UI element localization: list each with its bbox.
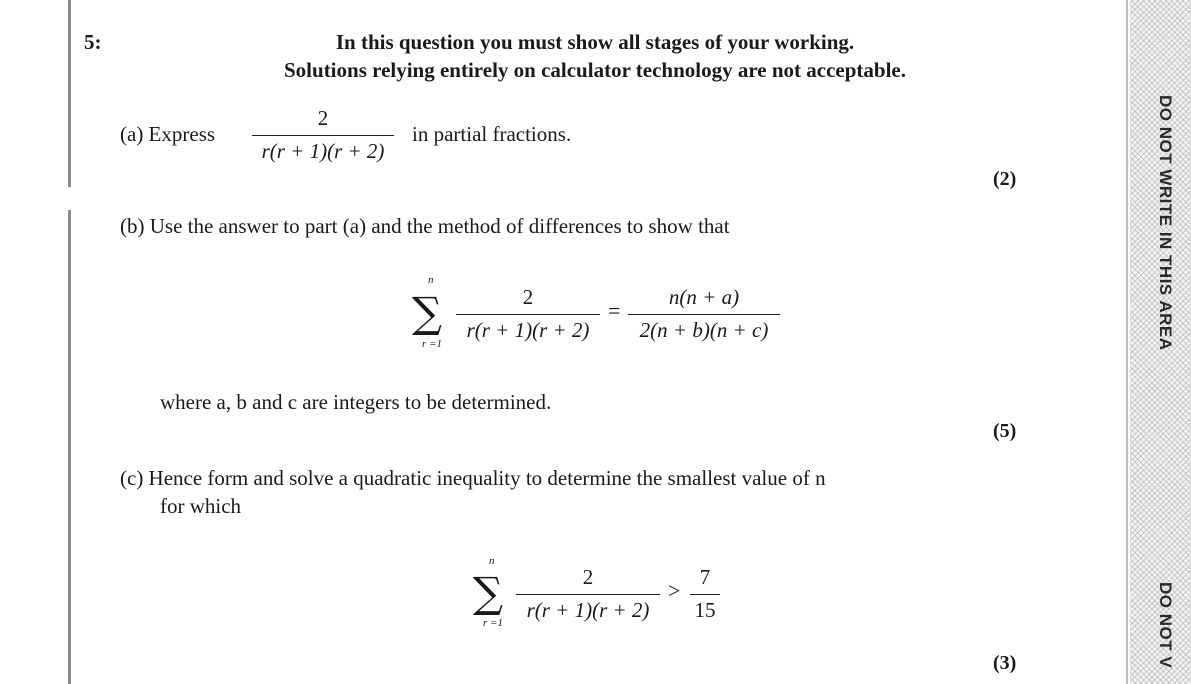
- do-not-write-label: DO NOT WRITE IN THIS AREA: [1156, 95, 1175, 351]
- part-b-lhs-numerator: 2: [522, 285, 534, 309]
- part-b-relation: =: [608, 298, 621, 323]
- margin-rule-top: [68, 0, 71, 187]
- part-a-fraction: [252, 106, 394, 164]
- part-c-lhs-denominator: r(r + 1)(r + 2): [526, 598, 650, 622]
- part-c-marks: (3): [993, 652, 1017, 674]
- part-b-intro: (b) Use the answer to part (a) and the method of differences to show that: [120, 214, 730, 238]
- part-a-label: (a) Express: [120, 122, 216, 146]
- part-c-sum-upper: n: [489, 555, 495, 567]
- part-a-suffix: in partial fractions.: [412, 122, 572, 146]
- instruction-line-1: In this question you must show all stages of your working.: [335, 30, 855, 54]
- part-c-relation: >: [668, 578, 681, 603]
- part-b-rhs-denominator: 2(n + b)(n + c): [639, 318, 769, 342]
- side-strip-edge: [1126, 0, 1128, 684]
- part-b-sum-lower: r =1: [422, 338, 442, 350]
- part-c-lhs-numerator: 2: [582, 565, 594, 589]
- part-c-rhs-denominator: 15: [694, 598, 716, 622]
- part-b-marks: (5): [993, 420, 1017, 442]
- part-a-denominator: r(r + 1)(r + 2): [261, 139, 385, 163]
- part-b-rhs-fraction: [628, 285, 780, 343]
- part-c-sigma-icon: ∑: [473, 568, 503, 617]
- do-not-write-label-partial: DO NOT V: [1156, 582, 1175, 669]
- part-b-lhs-fraction: [456, 285, 600, 343]
- question-number: 5:: [84, 30, 102, 54]
- part-c-rhs-numerator: 7: [699, 565, 711, 589]
- part-b-rhs-numerator: n(n + a): [668, 285, 740, 309]
- part-b-lhs-denominator: r(r + 1)(r + 2): [466, 318, 590, 342]
- part-c-rhs-fraction: [690, 565, 720, 623]
- part-b-sigma-icon: ∑: [412, 288, 442, 337]
- part-b-where: where a, b and c are integers to be determined.: [160, 390, 552, 414]
- part-c-line-2: for which: [160, 494, 242, 518]
- part-c-sum-lower: r =1: [483, 617, 503, 629]
- instruction-line-2: Solutions relying entirely on calculator technology are not acceptable.: [284, 58, 906, 82]
- part-c-line-1: (c) Hence form and solve a quadratic inequality to determine the smallest value of n: [120, 466, 826, 490]
- part-b-sum-upper: n: [428, 274, 434, 286]
- part-c-lhs-fraction: [516, 565, 660, 623]
- part-a-numerator: 2: [317, 106, 329, 130]
- margin-rule-bottom: [68, 210, 71, 684]
- part-a-marks: (2): [993, 168, 1017, 190]
